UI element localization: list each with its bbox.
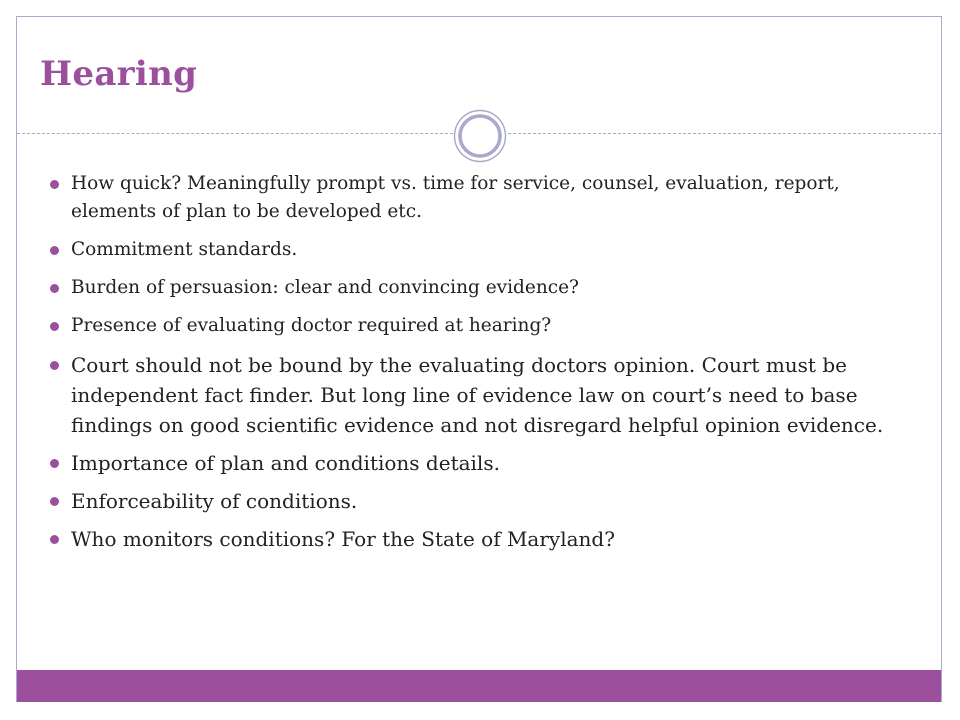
bullet-item: Burden of persuasion: clear and convincing evidence? (48, 274, 918, 302)
bullet-item: Importance of plan and conditions details. (48, 448, 918, 478)
bullet-list (48, 170, 918, 562)
bullet-item: Presence of evaluating doctor required at hearing? (48, 312, 918, 340)
bullet-item: Commitment standards. (48, 236, 918, 264)
circle-ornament-icon (452, 108, 508, 164)
bullet-item: Enforceability of conditions. (48, 486, 918, 516)
title-divider-left (17, 133, 453, 134)
bullet-item: How quick? Meaningfully prompt vs. time for service, counsel, evaluation, report, elements of plan to be developed etc. (48, 170, 918, 226)
slide-title: Hearing (40, 54, 198, 94)
bullet-item: Who monitors conditions? For the State of Maryland? (48, 524, 918, 554)
footer-bar (17, 670, 941, 702)
title-divider-right (508, 133, 941, 134)
bullet-item: Court should not be bound by the evaluating doctors opinion. Court must be independent fact finder. But long line of evidence law on court’s need to base findings on good scientific evidence and not disregard helpful opinion evidence. (48, 350, 918, 440)
